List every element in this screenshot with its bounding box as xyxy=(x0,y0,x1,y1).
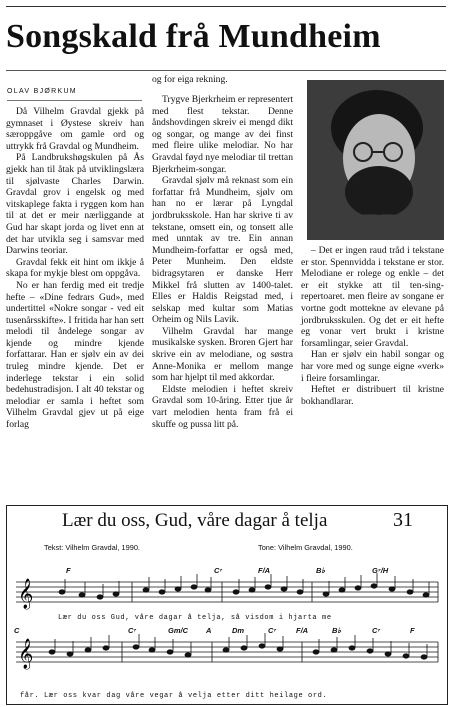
chord-symbol: F/A xyxy=(258,566,271,575)
headline-rule xyxy=(6,70,446,71)
note-head xyxy=(389,587,395,591)
author-photo xyxy=(307,80,444,240)
chord-symbol: C⁷ xyxy=(372,626,381,635)
note-head xyxy=(97,595,103,599)
chord-symbol: B♭ xyxy=(332,626,341,635)
note-head xyxy=(85,648,91,652)
note-head xyxy=(349,646,355,650)
note-head xyxy=(407,590,413,594)
chord-symbol: F xyxy=(410,626,415,635)
note-head xyxy=(205,588,211,592)
note-head xyxy=(423,593,429,597)
paragraph: Vilhelm Gravdal har mange musikalske sysken. Broren Gjert har skrive ein av melodiane, og søstra Anne-Monika er mellom mange som har hjelpt til med akkordar. xyxy=(152,325,293,384)
treble-clef-icon: 𝄞 xyxy=(18,639,34,669)
chord-symbol: Gm/C xyxy=(168,626,189,635)
note-head xyxy=(67,652,73,656)
article-column-1 xyxy=(6,106,144,431)
note-head xyxy=(103,646,109,650)
article-column-2-lead xyxy=(152,74,293,86)
note-head xyxy=(323,592,329,596)
note-head xyxy=(339,588,345,592)
note-head xyxy=(367,649,373,653)
paragraph: Heftet er distribuert til kristne bokhandlarar. xyxy=(301,384,444,407)
note-head xyxy=(421,655,427,659)
note-head xyxy=(79,593,85,597)
lyrics-line-2: får. Lær oss kvar dag våre vegar å velja etter ditt heilage ord. xyxy=(20,692,328,700)
chord-symbol: Dm xyxy=(232,626,245,635)
chord-symbol: A xyxy=(206,626,212,635)
note-head xyxy=(59,590,65,594)
note-head xyxy=(297,590,303,594)
note-head xyxy=(281,587,287,591)
byline-rule xyxy=(7,100,142,101)
paragraph: Gravdal fekk eit hint om ikkje å skapa for mykje blest om oppgåva. xyxy=(6,256,144,280)
note-head xyxy=(265,585,271,589)
note-head xyxy=(313,650,319,654)
article-column-2 xyxy=(152,94,293,430)
chord-symbol: C⁷ xyxy=(214,566,223,575)
treble-clef-icon: 𝄞 xyxy=(18,579,34,609)
chord-symbol: C xyxy=(14,626,20,635)
note-head xyxy=(191,585,197,589)
song-title: Lær du oss, Gud, våre dagar å telja xyxy=(62,510,328,531)
note-head xyxy=(185,653,191,657)
note-head xyxy=(371,584,377,588)
paragraph: – Det er ingen raud tråd i tekstane er stor. Spennvidda i tekstane er stor. Melodiane er rolege og enkle – det er eit stykke att til ten-sing-repertoaret. men fleire av songane er vortne godt mottekne av elevane på jordbruksskulen. Og det er eit hefte eg vonar vert brukt i kristne forsamlingar, seier Gravdal. xyxy=(301,245,444,349)
paragraph: Eldste melodien i heftet skreiv Gravdal som 10-åring. Etter tjue år vart melodien henta fram frå ei skuffe og pussa litt på. xyxy=(152,383,293,430)
note-head xyxy=(143,588,149,592)
note-head xyxy=(233,590,239,594)
note-head xyxy=(277,647,283,651)
chord-symbol: C⁷ xyxy=(128,626,137,635)
chord-symbol: C⁷ xyxy=(268,626,277,635)
chord-symbol: F/A xyxy=(296,626,309,635)
note-head xyxy=(403,654,409,658)
note-head xyxy=(331,648,337,652)
note-head xyxy=(133,645,139,649)
note-head xyxy=(49,650,55,654)
tone-credit: Tone: Vilhelm Gravdal, 1990. xyxy=(258,543,353,552)
note-head xyxy=(167,650,173,654)
note-head xyxy=(241,646,247,650)
article-column-3 xyxy=(301,245,444,407)
note-head xyxy=(249,588,255,592)
chord-symbol: B♭ xyxy=(316,566,325,575)
byline: OLAV BJØRKUM xyxy=(7,88,77,95)
song-number: 31 xyxy=(393,509,413,531)
note-head xyxy=(355,586,361,590)
paragraph: Trygve Bjerkrheim er representert med flest tekstar. Denne åndshovdingen skreiv ei mengd dikt og songar, og mange av dei finst med fleire ulike melodiar. No har Gravdal føyd nye melodiar til trettan Bjerkrheim-songar. xyxy=(152,94,293,175)
note-head xyxy=(149,648,155,652)
paragraph: No er han ferdig med eit tredje hefte – «Dine fedrars Gud», med undertittel «Nokre songar - ved eit tusenårsskifte». I fritida har han sett melodi til åndelege songar av kjende og mindre kjende forfattarar. Han er sjølv ein av dei truleg mindre kjende. Det er inderlege tekstar i ein solid bedehustradisjon. I alt 40 tekstar og melodiar er samla i heftet som Vilhelm Gravdal gjev ut på eige forlag xyxy=(6,279,144,431)
note-head xyxy=(159,590,165,594)
chord-symbol: G⁷/H xyxy=(372,566,389,575)
paragraph: På Landbrukshøgskulen på Ås gjekk han til åtak på utviklingslæra til sjølvaste Charles Darwin. Gravdal grov i engelsk og med vitskaplege fakta i ryggen kom han til at det er meir nærliggande at Gud har skapt jorda og livet enn at det har utvikla seg i samsvar med Darwins teoriar. xyxy=(6,152,144,257)
note-head xyxy=(259,644,265,648)
note-head xyxy=(223,648,229,652)
headline: Songskald frå Mundheim xyxy=(6,18,381,55)
paragraph: Han er sjølv ein habil songar og har vore med og sunge eigne «verk» i fleire forsamlingar. xyxy=(301,349,444,384)
paragraph: og for eiga rekning. xyxy=(152,74,228,85)
paragraph: Då Vilhelm Gravdal gjekk på gymnaset i Øystese skreiv han særoppgåve om gamle ord og uttrykk frå Gravdal og Mundheim. xyxy=(6,106,144,152)
top-rule xyxy=(6,6,446,7)
note-head xyxy=(113,592,119,596)
text-credit: Tekst: Vilhelm Gravdal, 1990. xyxy=(44,543,140,552)
chord-symbol: F xyxy=(66,566,71,575)
lyrics-line-1: Lær du oss Gud, våre dagar å telja, så visdom i hjarta me xyxy=(58,614,332,622)
note-head xyxy=(175,587,181,591)
note-head xyxy=(385,652,391,656)
paragraph: Gravdal sjølv må reknast som ein forfattar frå Mundheim, sjølv om han no er lærar på Lyngdal jordbruksskole. Han har skrive ti av tekstane, omsett ein, og tonsett alle med unntak av tre. Ein annan Mundheim-forfattar er også med, Peter Munheim. Den eldste bidragsytaren er danske Herr Mikkel frå slutten av 1400-talet. Elles er Haldis Reigstad med, i selskap med kultar som Matias Orheim og Nils Lavik. xyxy=(152,175,293,326)
